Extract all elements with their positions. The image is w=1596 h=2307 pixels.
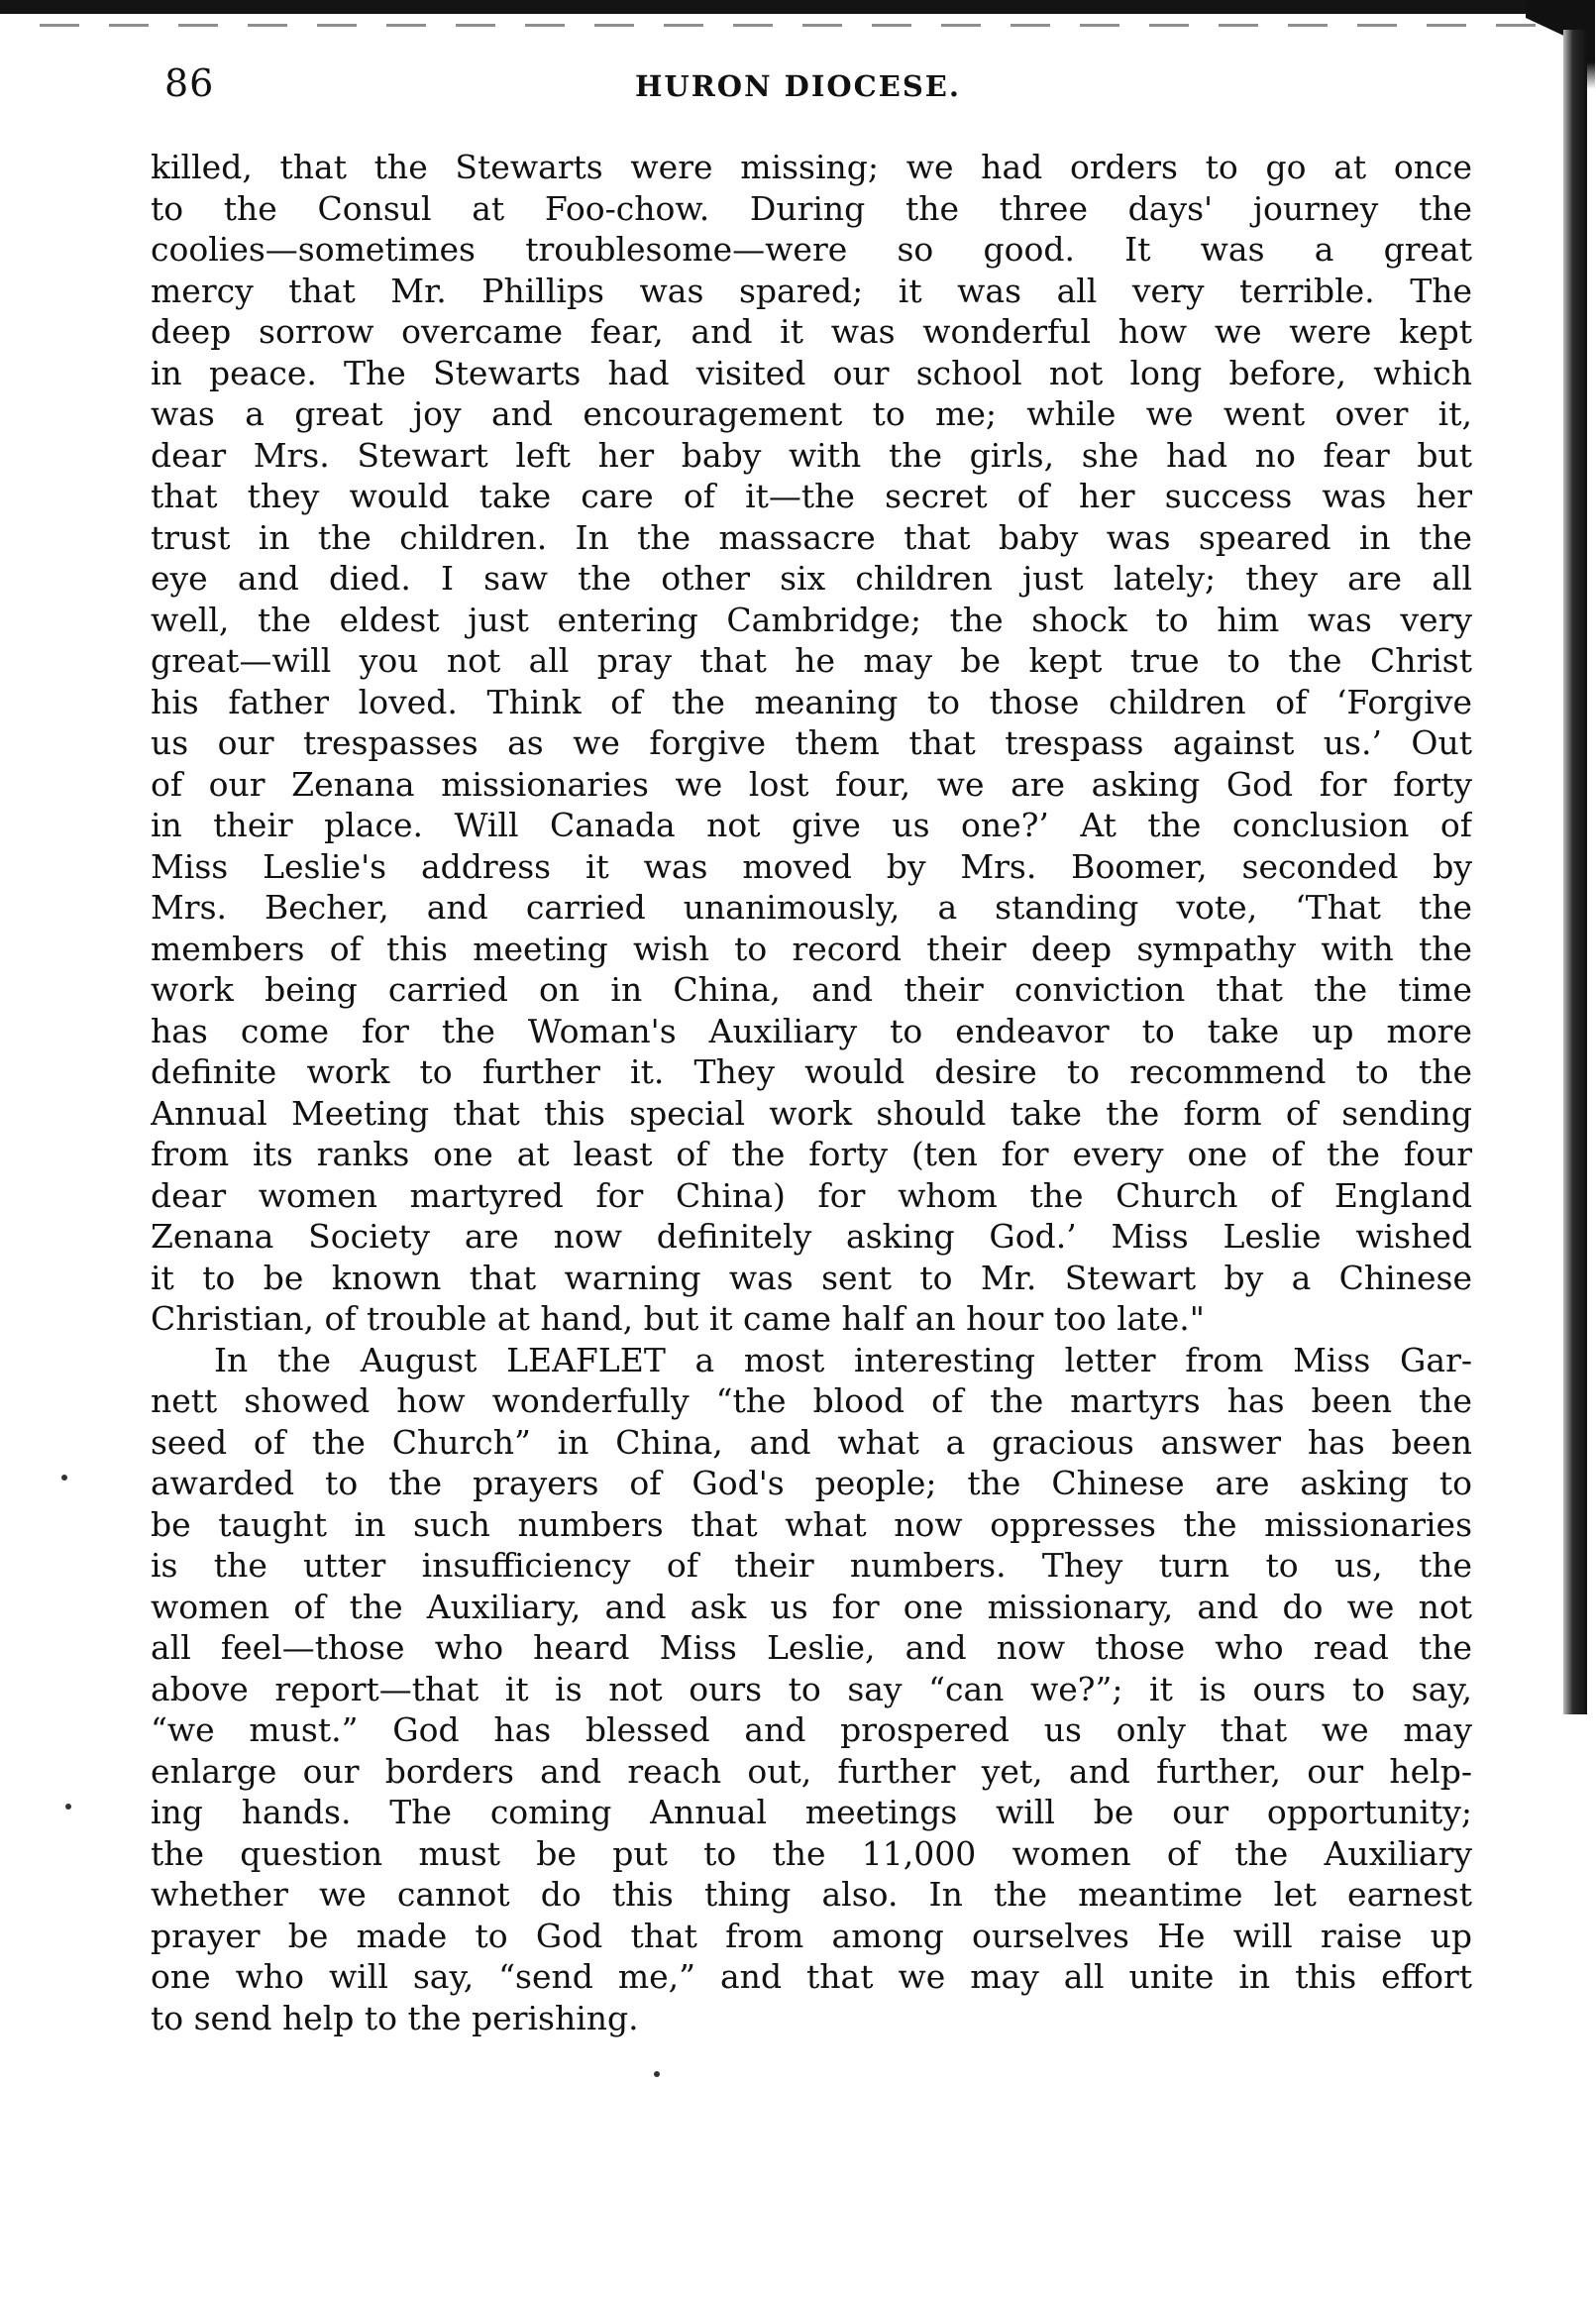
text-line: to send help to the perishing. (151, 1998, 639, 2037)
text-line: us our trespasses as we forgive them that trespass against us.’ Out (151, 723, 1472, 762)
body-text (151, 147, 1472, 2038)
text-line: was a great joy and encouragement to me; while we went over it, (151, 394, 1472, 433)
text-line: has come for the Woman's Auxiliary to endeavor to take up more (151, 1011, 1472, 1050)
text-line: definite work to further it. They would desire to recommend to the (151, 1052, 1472, 1091)
text-line: “we must.” God has blessed and prospered us only that we may (151, 1710, 1472, 1749)
top-border-rule (0, 0, 1565, 14)
text-line: deep sorrow overcame fear, and it was wonderful how we were kept (151, 312, 1472, 351)
text-line: women of the Auxiliary, and ask us for one missionary, and do we not (151, 1587, 1472, 1626)
text-line: one who will say, “send me,” and that we may all unite in this effort (151, 1957, 1472, 1996)
text-line: seed of the Church” in China, and what a gracious answer has been (151, 1422, 1472, 1462)
text-line: of our Zenana missionaries we lost four, we are asking God for forty (151, 764, 1472, 804)
margin-speck (61, 1475, 67, 1481)
text-line: that they would take care of it—the secret of her success was her (151, 477, 1472, 515)
text-line: the question must be put to the 11,000 women of the Auxiliary (151, 1833, 1472, 1873)
page-right-edge-shadow (1563, 30, 1587, 1714)
text-line: his father loved. Think of the meaning to those children of ‘Forgive (151, 682, 1472, 721)
text-line: great—will you not all pray that he may be kept true to the Christ (151, 641, 1472, 680)
text-line: In the August LEAFLET a most interesting letter from Miss Gar- (214, 1340, 1472, 1379)
text-line: be taught in such numbers that what now oppresses the missionaries (151, 1504, 1472, 1544)
text-line: whether we cannot do this thing also. In the meantime let earnest (151, 1875, 1472, 1914)
text-line: members of this meeting wish to record their deep sympathy with the (151, 929, 1472, 968)
text-line: in peace. The Stewarts had visited our school not long before, which (151, 353, 1472, 392)
text-line: is the utter insufficiency of their numbers. They turn to us, the (151, 1546, 1472, 1585)
text-line: coolies—sometimes troublesome—were so good. It was a great (151, 230, 1472, 269)
text-line: killed, that the Stewarts were missing; we had orders to go at once (151, 148, 1472, 186)
text-line: dear Mrs. Stewart left her baby with the girls, she had no fear but (151, 435, 1472, 475)
text-line: Christian, of trouble at hand, but it came half an hour too late." (151, 1299, 1205, 1338)
text-line: awarded to the prayers of God's people; the Chinese are asking to (151, 1464, 1472, 1502)
text-line: mercy that Mr. Phillips was spared; it was all very terrible. The (151, 271, 1472, 310)
text-line: Annual Meeting that this special work should take the form of sending (151, 1093, 1472, 1133)
text-line: ing hands. The coming Annual meetings will be our opportunity; (151, 1793, 1472, 1831)
text-line: above report—that it is not ours to say “can we?”; it is ours to say, (151, 1669, 1472, 1708)
text-line: to the Consul at Foo-chow. During the three days' journey the (151, 188, 1472, 228)
text-line: Miss Leslie's address it was moved by Mrs. Boomer, seconded by (151, 846, 1472, 886)
text-line: nett showed how wonderfully “the blood of the martyrs has been the (151, 1381, 1472, 1420)
text-line: enlarge our borders and reach out, further yet, and further, our help- (151, 1751, 1472, 1791)
text-line: in their place. Will Canada not give us one?’ At the conclusion of (151, 806, 1472, 844)
margin-speck (654, 2071, 660, 2077)
running-title: HURON DIOCESE. (635, 69, 961, 103)
text-line: dear women martyred for China) for whom the Church of England (151, 1175, 1472, 1215)
margin-speck (65, 1804, 71, 1810)
page-number: 86 (164, 61, 215, 105)
text-line: all feel—those who heard Miss Leslie, and now those who read the (151, 1628, 1472, 1667)
text-line: Zenana Society are now definitely asking God.’ Miss Leslie wished (151, 1217, 1472, 1256)
text-line: eye and died. I saw the other six children just lately; they are all (151, 559, 1472, 598)
text-line: work being carried on in China, and their conviction that the time (151, 970, 1472, 1009)
text-line: prayer be made to God that from among ourselves He will raise up (151, 1916, 1472, 1955)
text-line: Mrs. Becher, and carried unanimously, a standing vote, ‘That the (151, 888, 1472, 927)
text-line: it to be known that warning was sent to Mr. Stewart by a Chinese (151, 1258, 1472, 1297)
text-line: well, the eldest just entering Cambridge; the shock to him was very (151, 600, 1472, 639)
text-line: trust in the children. In the massacre that baby was speared in the (151, 517, 1472, 557)
top-border-speckle (40, 24, 1545, 27)
text-line: from its ranks one at least of the forty (ten for every one of the four (151, 1135, 1472, 1173)
